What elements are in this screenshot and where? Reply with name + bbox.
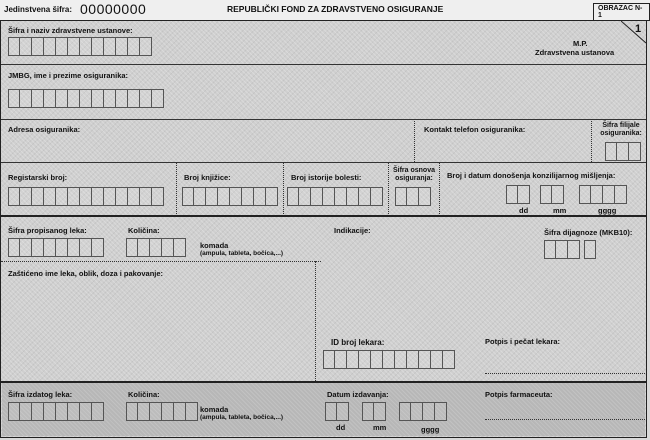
input-box[interactable]	[68, 187, 80, 206]
input-box[interactable]	[347, 350, 359, 369]
dispensed-quantity-label: Količina:	[128, 390, 160, 399]
section-divider	[1, 215, 646, 217]
month-label: mm	[553, 206, 567, 215]
input-box[interactable]	[174, 238, 186, 257]
input-box[interactable]	[20, 238, 32, 257]
dispensed-quantity-boxes[interactable]	[126, 402, 198, 421]
input-box[interactable]	[407, 350, 419, 369]
input-box[interactable]	[20, 187, 32, 206]
pieces-sublabel: (ampula, tableta, bočica,...)	[200, 250, 284, 257]
unique-code-label: Jedinstvena šifra:	[4, 5, 73, 14]
input-box[interactable]	[80, 89, 92, 108]
input-box[interactable]	[104, 89, 116, 108]
input-box[interactable]	[150, 238, 162, 257]
column-divider	[388, 162, 389, 214]
card-number-boxes[interactable]	[182, 187, 278, 206]
input-box[interactable]	[20, 89, 32, 108]
dispense-date-label: Datum izdavanja:	[327, 390, 389, 399]
input-box[interactable]	[68, 402, 80, 421]
input-box[interactable]	[80, 402, 92, 421]
input-box[interactable]	[174, 402, 186, 421]
input-box[interactable]	[92, 89, 104, 108]
input-box[interactable]	[92, 187, 104, 206]
input-box[interactable]	[140, 37, 152, 56]
input-box[interactable]	[44, 238, 56, 257]
column-divider	[439, 162, 440, 214]
dispense-day-label: dd	[336, 423, 346, 432]
branch-code-label: Šifra filijale osiguranika:	[600, 122, 642, 137]
input-box[interactable]	[44, 187, 56, 206]
input-box[interactable]	[32, 238, 44, 257]
input-box[interactable]	[32, 89, 44, 108]
card-number-label: Broj knjižice:	[184, 173, 231, 182]
prescription-form	[0, 20, 647, 438]
input-box[interactable]	[8, 187, 20, 206]
input-box[interactable]	[629, 142, 641, 161]
registry-number-label: Registarski broj:	[8, 173, 68, 182]
input-box[interactable]	[182, 187, 194, 206]
input-box[interactable]	[152, 187, 164, 206]
column-divider	[591, 119, 592, 162]
input-box[interactable]	[8, 37, 20, 56]
input-box[interactable]	[92, 402, 104, 421]
council-opinion-label: Broj i datum donošenja konzilijarnog mišljenja:	[447, 171, 616, 180]
input-box[interactable]	[299, 187, 311, 206]
input-box[interactable]	[506, 185, 518, 204]
input-box[interactable]	[68, 238, 80, 257]
health-institution-label: Šifra i naziv zdravstvene ustanove:	[8, 26, 133, 35]
input-box[interactable]	[116, 89, 128, 108]
input-box[interactable]	[186, 402, 198, 421]
input-box[interactable]	[556, 240, 568, 259]
form-header	[0, 0, 650, 20]
pharmacist-signature-line[interactable]	[485, 419, 645, 420]
column-divider	[414, 119, 415, 162]
input-box[interactable]	[615, 185, 627, 204]
input-box[interactable]	[266, 187, 278, 206]
input-box[interactable]	[44, 402, 56, 421]
input-box[interactable]	[92, 37, 104, 56]
council-month-boxes[interactable]	[540, 185, 564, 204]
input-box[interactable]	[431, 350, 443, 369]
doctor-id-boxes[interactable]	[323, 350, 455, 369]
input-box[interactable]	[56, 238, 68, 257]
stamp-sublabel: Zdravstvena ustanova	[535, 48, 615, 57]
input-box[interactable]	[617, 142, 629, 161]
input-box[interactable]	[359, 187, 371, 206]
form-title: REPUBLIČKI FOND ZA ZDRAVSTVENO OSIGURANJE	[227, 4, 444, 14]
dispensed-drug-code-label: Šifra izdatog leka:	[8, 390, 73, 399]
input-box[interactable]	[20, 402, 32, 421]
input-box[interactable]	[56, 187, 68, 206]
council-year-boxes[interactable]	[579, 185, 627, 204]
dispensed-pieces-sublabel: (ampula, tableta, bočica,...)	[200, 414, 284, 421]
input-box[interactable]	[80, 187, 92, 206]
input-box[interactable]	[138, 402, 150, 421]
diagnosis-code-boxes[interactable]	[544, 240, 596, 259]
input-box[interactable]	[140, 187, 152, 206]
input-box[interactable]	[540, 185, 552, 204]
input-box[interactable]	[584, 240, 596, 259]
input-box[interactable]	[435, 402, 447, 421]
insurance-basis-label: Šifra osnova osiguranja:	[392, 167, 435, 182]
row-divider	[1, 261, 321, 262]
input-box[interactable]	[104, 187, 116, 206]
unique-code-value: 00000000	[80, 1, 147, 17]
dispense-year-boxes[interactable]	[399, 402, 447, 421]
input-box[interactable]	[423, 402, 435, 421]
corner-number: 1	[635, 23, 642, 35]
input-box[interactable]	[20, 37, 32, 56]
input-box[interactable]	[603, 185, 615, 204]
column-divider	[176, 162, 177, 214]
column-divider	[315, 261, 316, 381]
input-box[interactable]	[254, 187, 266, 206]
input-box[interactable]	[32, 402, 44, 421]
column-divider	[283, 162, 284, 214]
dispense-month-boxes[interactable]	[362, 402, 386, 421]
input-box[interactable]	[32, 187, 44, 206]
insurance-basis-boxes[interactable]	[395, 187, 431, 206]
input-box[interactable]	[443, 350, 455, 369]
input-box[interactable]	[140, 89, 152, 108]
input-box[interactable]	[152, 89, 164, 108]
quantity-label: Količina:	[128, 226, 160, 235]
day-label: dd	[519, 206, 529, 215]
indications-label: Indikacije:	[334, 226, 371, 235]
input-box[interactable]	[287, 187, 299, 206]
input-box[interactable]	[116, 37, 128, 56]
input-box[interactable]	[68, 89, 80, 108]
input-box[interactable]	[323, 350, 335, 369]
year-label: gggg	[598, 206, 617, 215]
corner-marker	[621, 21, 647, 47]
input-box[interactable]	[347, 187, 359, 206]
input-box[interactable]	[395, 350, 407, 369]
input-box[interactable]	[395, 187, 407, 206]
input-box[interactable]	[419, 187, 431, 206]
input-box[interactable]	[371, 350, 383, 369]
input-box[interactable]	[218, 187, 230, 206]
prescribed-drug-code-label: Šifra propisanog leka:	[8, 226, 87, 235]
input-box[interactable]	[311, 187, 323, 206]
dispensed-drug-code-boxes[interactable]	[8, 402, 104, 421]
doctor-id-label: ID broj lekara:	[331, 338, 385, 347]
doctor-signature-label: Potpis i pečat lekara:	[485, 337, 561, 346]
form-code-badge: OBRAZAC N-1	[593, 3, 650, 21]
input-box[interactable]	[194, 187, 206, 206]
input-box[interactable]	[579, 185, 591, 204]
prescribed-drug-code-boxes[interactable]	[8, 238, 104, 257]
dispense-month-label: mm	[373, 423, 387, 432]
pharmacist-signature-label: Potpis farmaceuta:	[485, 390, 553, 399]
input-box[interactable]	[8, 89, 20, 108]
input-box[interactable]	[371, 187, 383, 206]
input-box[interactable]	[150, 402, 162, 421]
input-box[interactable]	[56, 402, 68, 421]
input-box[interactable]	[8, 402, 20, 421]
input-box[interactable]	[335, 350, 347, 369]
input-box[interactable]	[242, 187, 254, 206]
row-divider	[1, 119, 646, 120]
input-box[interactable]	[206, 187, 218, 206]
stamp-label: M.P.	[573, 39, 588, 48]
input-box[interactable]	[374, 402, 386, 421]
contact-phone-label: Kontakt telefon osiguranika:	[424, 125, 526, 134]
branch-code-boxes[interactable]	[605, 142, 641, 161]
input-box[interactable]	[568, 240, 580, 259]
input-box[interactable]	[544, 240, 556, 259]
row-divider	[1, 162, 646, 163]
input-box[interactable]	[162, 238, 174, 257]
input-box[interactable]	[32, 37, 44, 56]
pieces-label: komada	[200, 241, 229, 250]
dispense-year-label: gggg	[421, 425, 440, 434]
input-box[interactable]	[8, 238, 20, 257]
input-box[interactable]	[44, 89, 56, 108]
input-box[interactable]	[56, 37, 68, 56]
section-divider	[1, 381, 646, 383]
input-box[interactable]	[605, 142, 617, 161]
health-institution-boxes[interactable]	[8, 37, 152, 56]
input-box[interactable]	[323, 187, 335, 206]
history-number-boxes[interactable]	[287, 187, 383, 206]
input-box[interactable]	[359, 350, 371, 369]
input-box[interactable]	[518, 185, 530, 204]
input-box[interactable]	[104, 37, 116, 56]
input-box[interactable]	[419, 350, 431, 369]
council-day-boxes[interactable]	[506, 185, 530, 204]
input-box[interactable]	[116, 187, 128, 206]
input-box[interactable]	[138, 238, 150, 257]
input-box[interactable]	[399, 402, 411, 421]
input-box[interactable]	[337, 402, 349, 421]
input-box[interactable]	[162, 402, 174, 421]
diagnosis-code-label: Šifra dijagnoze (MKB10):	[544, 228, 633, 237]
input-box[interactable]	[128, 89, 140, 108]
input-box[interactable]	[591, 185, 603, 204]
dispensed-pieces-label: komada	[200, 405, 229, 414]
jmbg-boxes[interactable]	[8, 89, 164, 108]
dispense-day-boxes[interactable]	[325, 402, 349, 421]
address-label: Adresa osiguranika:	[8, 125, 81, 134]
input-box[interactable]	[126, 238, 138, 257]
row-divider	[1, 64, 646, 65]
input-box[interactable]	[411, 402, 423, 421]
input-box[interactable]	[407, 187, 419, 206]
history-number-label: Broj istorije bolesti:	[291, 173, 362, 182]
input-box[interactable]	[128, 37, 140, 56]
input-box[interactable]	[92, 238, 104, 257]
input-box[interactable]	[325, 402, 337, 421]
input-box[interactable]	[80, 238, 92, 257]
input-box[interactable]	[80, 37, 92, 56]
input-box[interactable]	[230, 187, 242, 206]
doctor-signature-line[interactable]	[485, 373, 645, 374]
jmbg-label: JMBG, ime i prezime osiguranika:	[8, 71, 129, 80]
input-box[interactable]	[44, 37, 56, 56]
input-box[interactable]	[128, 187, 140, 206]
input-box[interactable]	[56, 89, 68, 108]
input-box[interactable]	[362, 402, 374, 421]
input-box[interactable]	[335, 187, 347, 206]
drug-name-label: Zaštićeno ime leka, oblik, doza i pakovanje:	[8, 269, 164, 278]
input-box[interactable]	[68, 37, 80, 56]
registry-number-boxes[interactable]	[8, 187, 164, 206]
quantity-boxes[interactable]	[126, 238, 186, 257]
input-box[interactable]	[383, 350, 395, 369]
input-box[interactable]	[126, 402, 138, 421]
input-box[interactable]	[552, 185, 564, 204]
